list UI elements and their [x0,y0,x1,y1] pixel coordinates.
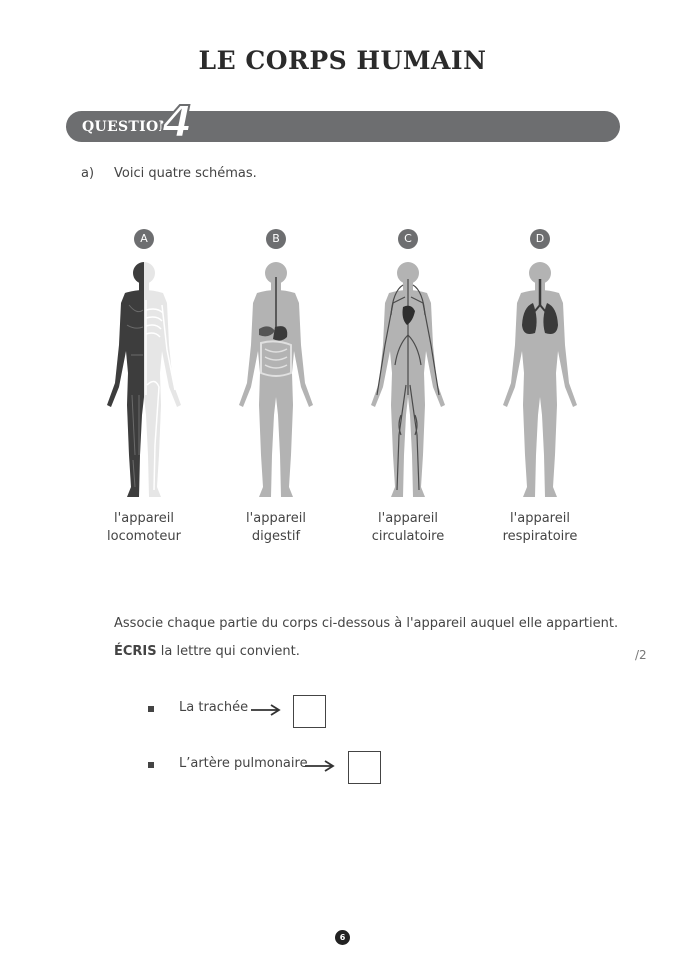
arrow-right-icon [250,703,282,717]
figure-a [79,229,209,546]
figure-b [211,229,341,546]
figure-caption-line2: locomoteur [107,529,181,544]
score-label: /2 [635,648,647,662]
part-a-text: Voici quatre schémas. [114,166,257,181]
page-title: LE CORPS HUMAIN [198,46,487,75]
instruction-line2 [114,644,300,659]
figure-badge-a: A [134,229,154,249]
figure-caption-line2: circulatoire [371,529,445,544]
figure-caption-line2: respiratoire [502,529,578,544]
figure-badge-d: D [530,229,550,249]
figure-d [475,229,605,546]
figure-badge-c: C [398,229,418,249]
answer-box[interactable] [348,751,381,784]
figure-caption-line2: digestif [251,529,301,544]
part-a-letter: a) [81,166,95,181]
item-label: L’artère pulmonaire [179,756,308,771]
figure-caption-line1: l'appareil [246,511,306,526]
instruction-bold: ÉCRIS [114,644,157,659]
respiratory-system-illustration [490,255,590,500]
instruction-rest: la lettre qui convient. [156,644,300,659]
figure-c [343,229,473,546]
arrow-right-icon [304,759,336,773]
question-bar [66,97,620,148]
figure-badge-b: B [266,229,286,249]
figure-caption-line1: l'appareil [378,511,438,526]
part-a-intro [81,166,257,181]
question-number: 4 [162,97,193,148]
digestive-system-illustration [226,255,326,500]
item-label: La trachée [179,700,249,715]
figure-caption-line1: l'appareil [510,511,570,526]
bullet-icon [148,762,154,768]
circulatory-system-illustration [358,255,458,500]
locomotor-system-illustration [94,255,194,500]
figure-caption-line1: l'appareil [114,511,174,526]
page-number: 6 [335,930,350,945]
instruction-line1: Associe chaque partie du corps ci-dessous à l'appareil auquel elle appartient. [114,616,619,631]
question-label: QUESTION [82,119,172,135]
bullet-icon [148,706,154,712]
answer-box[interactable] [293,695,326,728]
